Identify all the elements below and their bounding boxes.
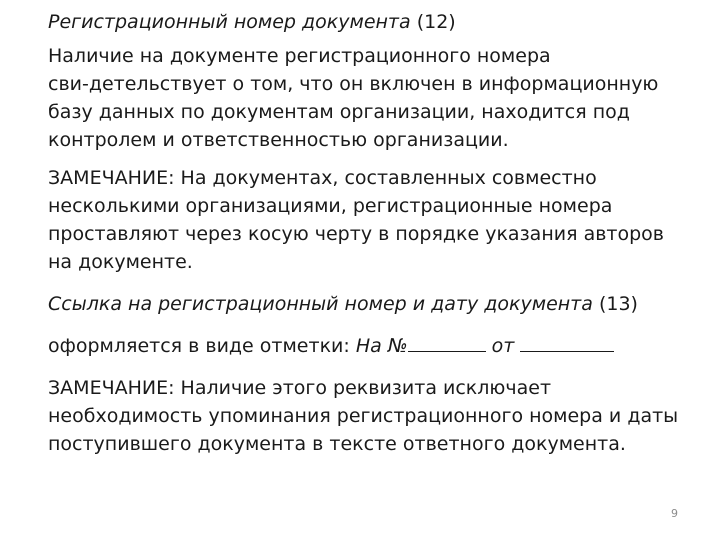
note-2-line: поступившего документа в тексте ответного документа. [48,433,626,455]
note-1-line: ЗАМЕЧАНИЕ: На документах, составленных совместно [48,167,597,189]
section-12-body [48,42,698,154]
note-1-line: несколькими организациями, регистрационные номера [48,195,613,217]
form-date-label: от [485,335,521,357]
section-12-heading [48,8,698,36]
section-12-number: (12) [416,11,456,33]
section-12-title: Регистрационный номер документа [48,11,411,33]
page-number: 9 [671,507,678,520]
note-2-line: необходимость упоминания регистрационного номера и даты [48,405,679,427]
section-12-line: контролем и ответственностью организации. [48,129,509,151]
form-number-label: На № [355,335,408,357]
note-2 [48,374,698,458]
section-13-number: (13) [598,293,638,315]
note-1 [48,164,698,276]
note-1-line: на документе. [48,251,193,273]
section-13-form [48,332,698,360]
note-2-line: ЗАМЕЧАНИЕ: Наличие этого реквизита исключает [48,377,552,399]
section-13-title: Ссылка на регистрационный номер и дату документа [48,293,593,315]
form-prefix: оформляется в виде отметки: [48,335,356,357]
note-1-line: проставляют через косую черту в порядке указания авторов [48,223,664,245]
section-12-line: базу данных по документам организации, находится под [48,101,630,123]
section-12-line: сви-детельствует о том, что он включен в информационную [48,73,659,95]
section-12-line: Наличие на документе регистрационного номера [48,45,551,67]
slide-content [48,8,698,458]
section-13-heading [48,290,698,318]
number-blank-line [408,333,486,352]
date-blank-line [520,333,614,352]
